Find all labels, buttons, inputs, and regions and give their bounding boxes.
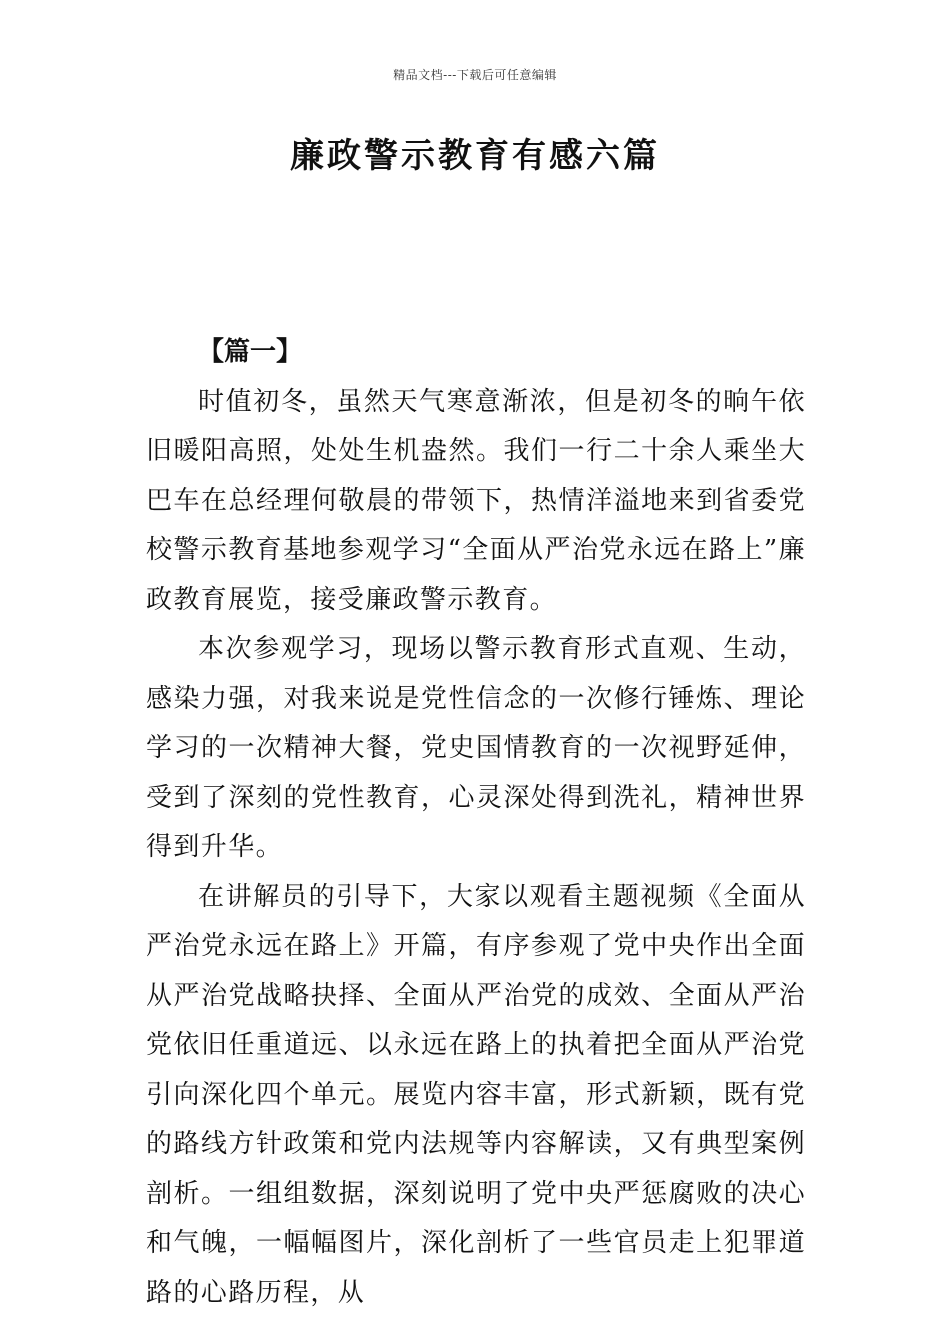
section-label: 【篇一】 (198, 337, 303, 367)
paragraph-3: 在讲解员的引导下，大家以观看主题视频《全面从严治党永远在路上》开篇，有序参观了党中央作出全面从严治党战略抉择、全面从严治党的成效、全面从严治党依旧任重道远、以永远在路上的执着把全面从严治党引向深化四个单元。展览内容丰富，形式新颖，既有党的路线方针政策和党内法规等内容解读，又有典型案例剖析。一组组数据，深刻说明了党中央严惩腐败的决心和气魄，一幅幅图片，深化剖析了一些官员走上犯罪道路的心路历程，从 (146, 881, 806, 1308)
paragraph-1: 时值初冬，虽然天气寒意渐浓，但是初冬的晌午依旧暖阳高照，处处生机盎然。我们一行二十余人乘坐大巴车在总经理何敬晨的带领下，热情洋溢地来到省委党校警示教育基地参观学习“全面从严治党永远在路上”廉政教育展览，接受廉政警示教育。 (146, 386, 806, 615)
paragraph-2: 本次参观学习，现场以警示教育形式直观、生动，感染力强，对我来说是党性信念的一次修行锤炼、理论学习的一次精神大餐，党史国情教育的一次视野延伸，受到了深刻的党性教育，心灵深处得到洗礼，精神世界得到升华。 (146, 634, 806, 862)
document-body (146, 328, 806, 1318)
header-note: 精品文档---下载后可任意编辑 (393, 68, 557, 82)
document-title: 廉政警示教育有感六篇 (290, 136, 660, 176)
